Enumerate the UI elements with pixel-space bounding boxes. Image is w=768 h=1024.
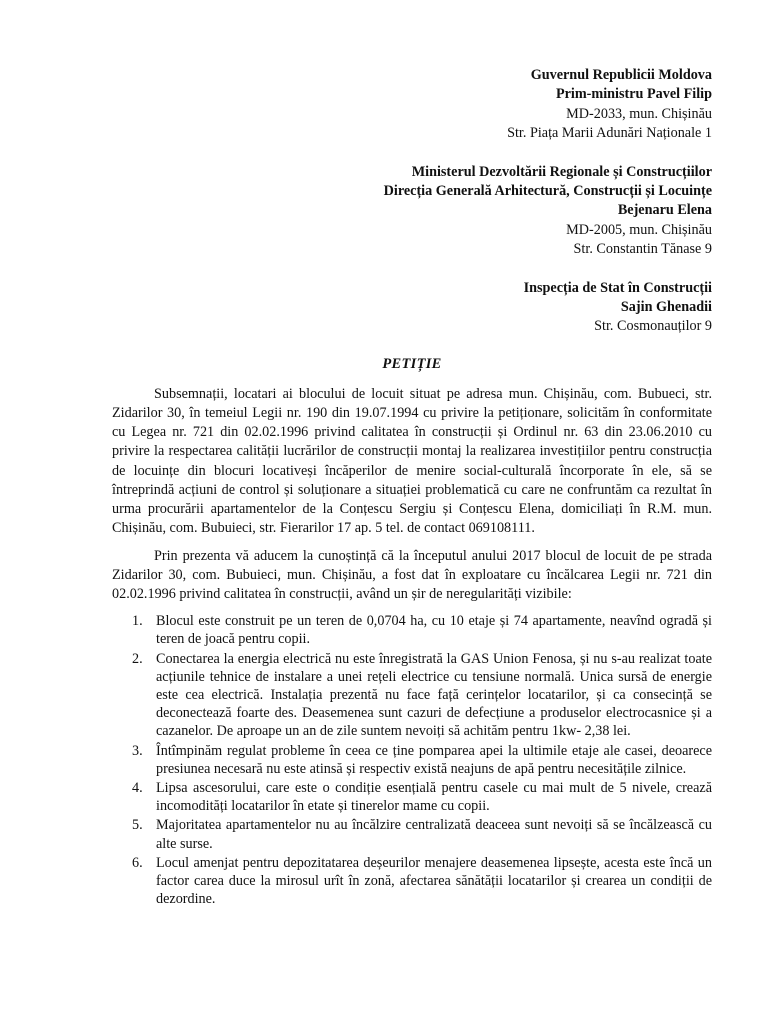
list-item-text: Conectarea la energia electrică nu este înregistrată la GAS Union Fenosa, și nu s-au realizat toate acțiunile tehnice de instalare a unei rețeli electrice cu tensiune normală. Unica sursă de energie este cea electrică. Instalația prezentă nu face față cerințelor locatarilor, și ca consecință se deconectează foarte des. Deasemenea sunt cazuri de defecțiune a produselor electrocasnice și a cazanelor. De aproape un an de zile suntem nevoiți să achităm pentru 1kw- 2,38 lei. bbox=[156, 650, 712, 740]
recipient-line: Str. Piața Marii Adunări Naționale 1 bbox=[507, 125, 712, 142]
recipient-line: Str. Cosmonauților 9 bbox=[594, 318, 712, 335]
recipient-line: Direcția Generală Arhitectură, Construcții și Locuințe bbox=[383, 183, 712, 200]
recipient-ministry bbox=[112, 163, 712, 260]
recipient-line: Sajin Ghenadii bbox=[620, 299, 712, 316]
list-item bbox=[112, 650, 712, 741]
list-item bbox=[112, 779, 712, 815]
list-item-number: 6. bbox=[132, 854, 143, 871]
recipient-line: Prim-ministru Pavel Filip bbox=[555, 86, 712, 103]
recipient-government bbox=[112, 66, 712, 144]
list-item bbox=[112, 742, 712, 778]
document-title: PETIȚIE bbox=[382, 355, 442, 372]
list-item-number: 1. bbox=[132, 613, 143, 630]
list-item-number: 3. bbox=[132, 742, 143, 759]
list-item-number: 5. bbox=[132, 817, 143, 834]
recipient-line: Str. Constantin Tănase 9 bbox=[573, 241, 712, 258]
recipient-line: MD-2033, mun. Chișinău bbox=[566, 105, 712, 122]
recipient-inspection bbox=[112, 279, 712, 337]
intro-paragraph: Subsemnații, locatari ai blocului de locuit situat pe adresa mun. Chișinău, com. Bubueci, str. Zidarilor 30, în temeiul Legii nr. 190 din 19.07.1994 cu privire la petiționare, solicităm în conformitate cu Legea nr. 721 din 02.02.1996 privind calitatea în construcții și Ordinul nr. 63 din 23.06.2010 cu privire la respectarea calității lucrărilor de construcții montaj la realizarea investițiilor pentru construcția de locuințe din blocuri locativeși încăperilor de menire social-culturală încorporate în ele, să se întreprindă acțiuni de control și soluționare a situației problematică cu care ne confruntăm ca rezultat în urma procurării apartamentelor de la Conțescu Sergiu și Conțescu Elena, domiciliați în R.M. mun. Chișinău, com. Bubuieci, str. Fierarilor 17 ap. 5 tel. de contact 069108111. bbox=[112, 385, 712, 537]
recipient-line: Guvernul Republicii Moldova bbox=[530, 67, 712, 83]
recipient-line: MD-2005, mun. Chișinău bbox=[566, 221, 712, 238]
list-item bbox=[112, 854, 712, 909]
issues-list bbox=[112, 612, 712, 908]
list-item-text: Întîmpinăm regulat probleme în ceea ce ține pomparea apei la ultimile etaje ale casei, deoarece presiunea necesară nu este atinsă și respectiv există neajuns de apă pentru necesitățile zilnice. bbox=[156, 742, 712, 777]
list-item-number: 4. bbox=[132, 779, 143, 796]
list-item bbox=[112, 612, 712, 648]
recipient-line: Inspecția de Stat în Construcții bbox=[523, 279, 712, 296]
list-item bbox=[112, 816, 712, 852]
list-item-number: 2. bbox=[132, 650, 143, 667]
list-item-text: Blocul este construit pe un teren de 0,0704 ha, cu 10 etaje și 74 apartamente, neavînd ogradă și teren de joacă pentru copii. bbox=[156, 613, 712, 648]
list-item-text: Lipsa ascesorului, care este o condiție esențială pentru casele cu mai mult de 5 nivele, crează incomodități locatarilor în etate și tinerelor mame cu copii. bbox=[156, 779, 712, 815]
recipients-block bbox=[112, 66, 712, 337]
recipient-line: Ministerul Dezvoltării Regionale și Construcțiilor bbox=[411, 163, 712, 180]
list-item-text: Majoritatea apartamentelor nu au încălzire centralizată deaceea sunt nevoiți să se încălzească cu alte surse. bbox=[156, 817, 712, 852]
recipient-line: Bejenaru Elena bbox=[617, 202, 712, 219]
list-item-text: Locul amenjat pentru depozitatarea deșeurilor menajere deasemenea lipsește, acesta este încă un factor carea duce la mirosul urît în zonă, afectarea sănătății locatarilor și crearea un condiții de dezordine. bbox=[156, 854, 712, 908]
context-paragraph: Prin prezenta vă aducem la cunoștință că la începutul anului 2017 blocul de locuit de pe strada Zidarilor 30, com. Bubuieci, mun. Chișinău, a fost dat în exploatare cu încălcarea Legii nr. 721 din 02.02.1996 privind calitatea în construcții, având un șir de neregularități vizibile: bbox=[112, 547, 712, 602]
